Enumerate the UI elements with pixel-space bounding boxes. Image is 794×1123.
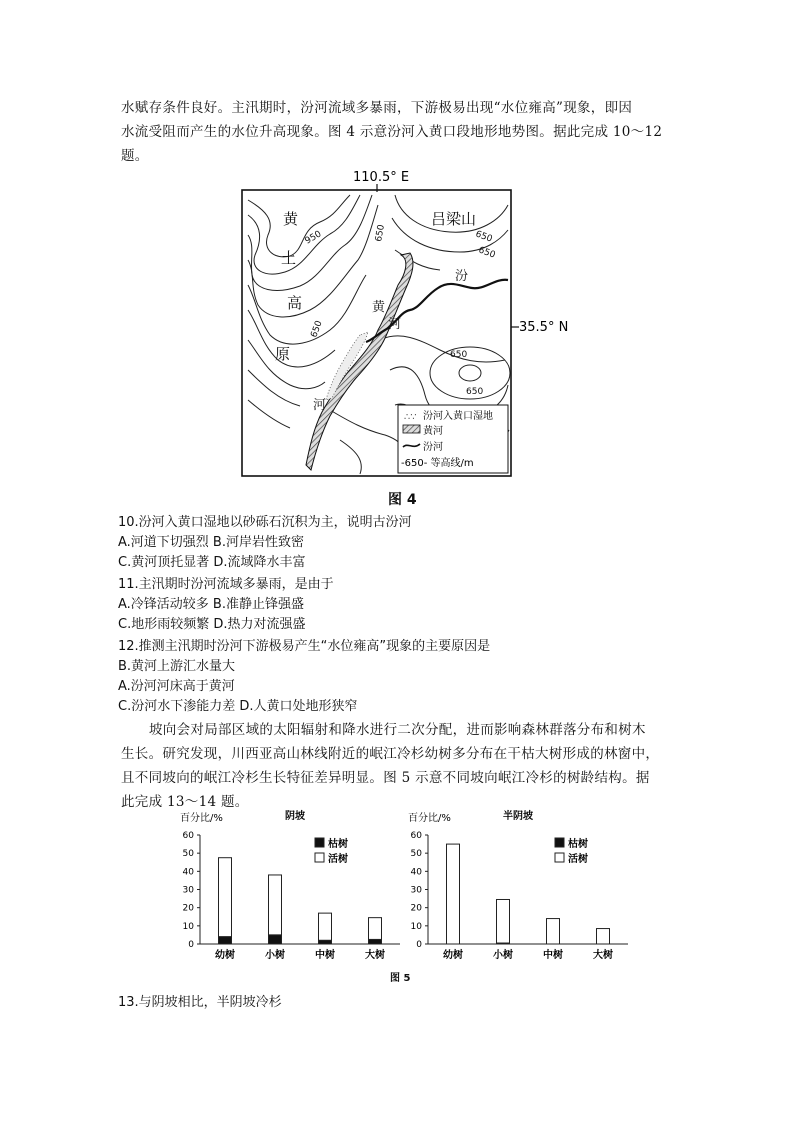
longitude-label: 110.5° E — [353, 170, 410, 185]
bar-live — [319, 913, 332, 940]
chart-title: 半阴坡 — [503, 811, 533, 822]
y-tick-label: 60 — [410, 831, 422, 841]
x-tick-label: 幼树 — [215, 950, 235, 961]
legend-label: 枯树 — [568, 839, 588, 850]
y-tick-label: 0 — [188, 940, 194, 950]
figure-4-map — [0, 160, 794, 520]
legend-swatch — [315, 838, 324, 847]
label-lvliang: 吕梁山 — [431, 210, 477, 228]
legend-yellow-river: 黄河 — [423, 426, 443, 437]
x-tick-label: 中树 — [543, 950, 563, 961]
y-tick-label: 50 — [410, 849, 422, 860]
legend-contour: -650- 等高线/m — [401, 458, 474, 469]
contour-label: 650 — [309, 319, 325, 340]
y-tick-label: 30 — [410, 885, 422, 896]
label-gao: 高 — [287, 294, 303, 312]
figure-5-charts — [0, 805, 794, 995]
contour-label: 950 — [303, 229, 324, 247]
svg-text:∴∵: ∴∵ — [404, 412, 417, 423]
bar-dead — [497, 943, 510, 944]
y-tick-label: 20 — [410, 903, 422, 914]
intro-line: 水赋存条件良好。主汛期时，汾河流域多暴雨，下游极易出现“水位雍高”现象，即因 — [121, 100, 633, 116]
figure-4-caption: 图 4 — [388, 492, 417, 508]
legend-swatch — [555, 853, 564, 862]
y-tick-label: 0 — [416, 940, 422, 950]
y-tick-label: 20 — [182, 903, 194, 914]
x-tick-label: 中树 — [315, 950, 335, 961]
x-tick-label: 小树 — [265, 950, 285, 961]
label-tu: 土 — [281, 249, 297, 267]
bar-live — [447, 844, 460, 944]
y-tick-label: 10 — [410, 921, 422, 932]
para2-line: 此完成 13～14 题。 — [121, 794, 249, 810]
contour-label: 650 — [476, 245, 497, 261]
figure-5-caption: 图 5 — [390, 973, 411, 984]
bar-live — [547, 919, 560, 944]
para2-line: 且不同坡向的岷江冷杉生长特征差异明显。图 5 示意不同坡向岷江冷杉的树龄结构。据 — [121, 770, 650, 786]
question-options: A.河道下切强烈 B.河岸岩性致密 — [118, 535, 304, 550]
label-river-he2: 河 — [313, 398, 327, 413]
question-options: A.冷锋活动较多 B.准静止锋强盛 — [118, 597, 304, 612]
y-tick-label: 30 — [182, 885, 194, 896]
x-tick-label: 大树 — [365, 950, 385, 961]
label-river-he: 河 — [388, 317, 402, 332]
y-tick-label: 40 — [182, 867, 194, 878]
question-options: C.汾河水下渗能力差 D.人黄口处地形狭窄 — [118, 699, 358, 714]
legend-label: 枯树 — [328, 839, 348, 850]
question-options: C.黄河顶托显著 D.流域降水丰富 — [118, 555, 306, 570]
question-13 — [118, 993, 282, 1013]
bar-dead — [219, 937, 232, 944]
legend-fen-river: 汾河 — [423, 442, 443, 453]
para2-line: 坡向会对局部区域的太阳辐射和降水进行二次分配，进而影响森林群落分布和树木 — [149, 722, 646, 738]
legend-swatch — [315, 853, 324, 862]
y-axis-label: 百分比/% — [408, 813, 451, 824]
question-options: C.地形雨较频繁 D.热力对流强盛 — [118, 617, 306, 632]
paragraph-2 — [121, 718, 677, 814]
contour-label: 650 — [466, 387, 484, 397]
contour-label: 650 — [450, 350, 468, 360]
chart-title: 阴坡 — [285, 811, 305, 822]
label-river-huang: 黄 — [372, 300, 386, 315]
question-stem: 11.主汛期时汾河流域多暴雨，是由于 — [118, 577, 334, 592]
bar-dead — [319, 940, 332, 944]
y-tick-label: 40 — [410, 867, 422, 878]
bar-live — [369, 918, 382, 940]
question-10 — [118, 513, 412, 573]
question-12 — [118, 637, 490, 717]
label-huang: 黄 — [283, 210, 299, 228]
bar-live — [597, 929, 610, 944]
label-yuan: 原 — [275, 345, 291, 363]
question-stem: 12.推测主汛期时汾河下游极易产生“水位雍高”现象的主要原因是 — [118, 639, 491, 654]
para2-line: 生长。研究发现，川西亚高山林线附近的岷江冷杉幼树多分布在干枯大树形成的林窗中， — [121, 746, 660, 762]
question-stem: 10.汾河入黄口湿地以砂砾石沉积为主，说明古汾河 — [118, 515, 412, 530]
bar-live — [219, 858, 232, 937]
latitude-label: 35.5° N — [519, 320, 569, 335]
bar-dead — [369, 939, 382, 944]
bar-live — [269, 875, 282, 935]
question-11 — [118, 575, 334, 635]
x-tick-label: 幼树 — [443, 950, 463, 961]
y-axis-label: 百分比/% — [180, 813, 223, 824]
question-options: B.黄河上游汇水量大 — [118, 659, 236, 674]
bar-dead — [269, 935, 282, 944]
intro-line: 水流受阻而产生的水位升高现象。图 4 示意汾河入黄口段地形地势图。据此完成 10～12 — [121, 124, 663, 140]
legend-swatch — [555, 838, 564, 847]
y-tick-label: 10 — [182, 921, 194, 932]
y-tick-label: 60 — [182, 831, 194, 841]
x-tick-label: 小树 — [493, 950, 513, 961]
legend-label: 活树 — [328, 854, 348, 865]
legend-wetland: 汾河入黄口湿地 — [423, 411, 493, 422]
map-legend — [398, 405, 508, 473]
bar-live — [497, 899, 510, 943]
x-tick-label: 大树 — [593, 950, 613, 961]
question-stem: 13.与阴坡相比，半阴坡冷杉 — [118, 995, 282, 1010]
legend-label: 活树 — [568, 854, 588, 865]
y-tick-label: 50 — [182, 849, 194, 860]
intro-paragraph — [121, 96, 677, 168]
contour-label: 650 — [473, 229, 494, 245]
label-fen: 汾 — [455, 269, 469, 284]
contour-label: 650 — [374, 223, 387, 243]
intro-line: 题。 — [121, 148, 149, 164]
question-options: A.汾河河床高于黄河 — [118, 679, 235, 694]
